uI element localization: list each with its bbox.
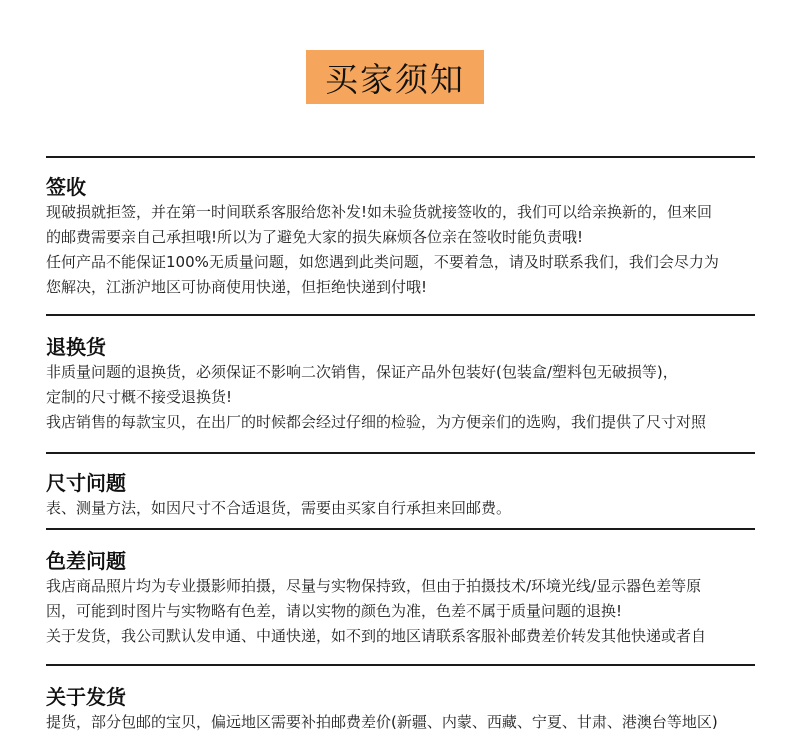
section-text-line: 任何产品不能保证100%无质量问题，如您遇到此类问题，不要着急，请及时联系我们，我们会尽力为 xyxy=(46,253,719,271)
section-color-difference xyxy=(46,548,766,649)
section-heading: 签收 xyxy=(46,175,86,199)
section-heading: 关于发货 xyxy=(46,685,126,709)
section-divider xyxy=(46,314,755,316)
page-title-badge xyxy=(306,50,484,104)
section-text-line: 的邮费需要亲自己承担哦!所以为了避免大家的损失麻烦各位亲在签收时能负责哦! xyxy=(46,228,584,246)
section-divider xyxy=(46,452,755,454)
section-returns xyxy=(46,334,766,435)
section-heading: 色差问题 xyxy=(46,549,126,573)
section-divider xyxy=(46,528,755,530)
section-text-line: 非质量问题的退换货，必须保证不影响二次销售，保证产品外包装好(包装盒/塑料包无破损等)， xyxy=(46,363,678,381)
section-sign-receipt xyxy=(46,174,766,300)
section-text-line: 我店商品照片均为专业摄影师拍摄，尽量与实物保持致，但由于拍摄技术/环境光线/显示器色差等原 xyxy=(46,577,702,595)
section-size-issues xyxy=(46,470,766,521)
section-shipping xyxy=(46,684,766,735)
section-text-line: 表、测量方法，如因尺寸不合适退货，需要由买家自行承担来回邮费。 xyxy=(46,499,512,517)
section-text-line: 关于发货，我公司默认发申通、中通快递，如不到的地区请联系客服补邮费差价转发其他快递或者自 xyxy=(46,627,707,645)
section-text-line: 因，可能到时图片与实物略有色差，请以实物的颜色为准，色差不属于质量问题的退换! xyxy=(46,602,623,620)
section-heading: 尺寸问题 xyxy=(46,471,126,495)
section-text-line: 定制的尺寸概不接受退换货! xyxy=(46,388,233,406)
section-text-line: 提货，部分包邮的宝贝，偏远地区需要补拍邮费差价(新疆、内蒙、西藏、宁夏、甘肃、港澳台等地区) xyxy=(46,713,718,731)
section-divider xyxy=(46,664,755,666)
section-text-line: 我店销售的每款宝贝，在出厂的时候都会经过仔细的检验，为方便亲们的选购，我们提供了尺寸对照 xyxy=(46,413,707,431)
page-title: 买家须知 xyxy=(325,59,465,99)
section-text-line: 您解决，江浙沪地区可协商使用快递，但拒绝快递到付哦! xyxy=(46,278,428,296)
section-heading: 退换货 xyxy=(46,335,106,359)
section-text-line: 现破损就拒签，并在第一时间联系客服给您补发!如未验货就接签收的，我们可以给亲换新的，但来回 xyxy=(46,203,713,221)
section-divider xyxy=(46,156,755,158)
